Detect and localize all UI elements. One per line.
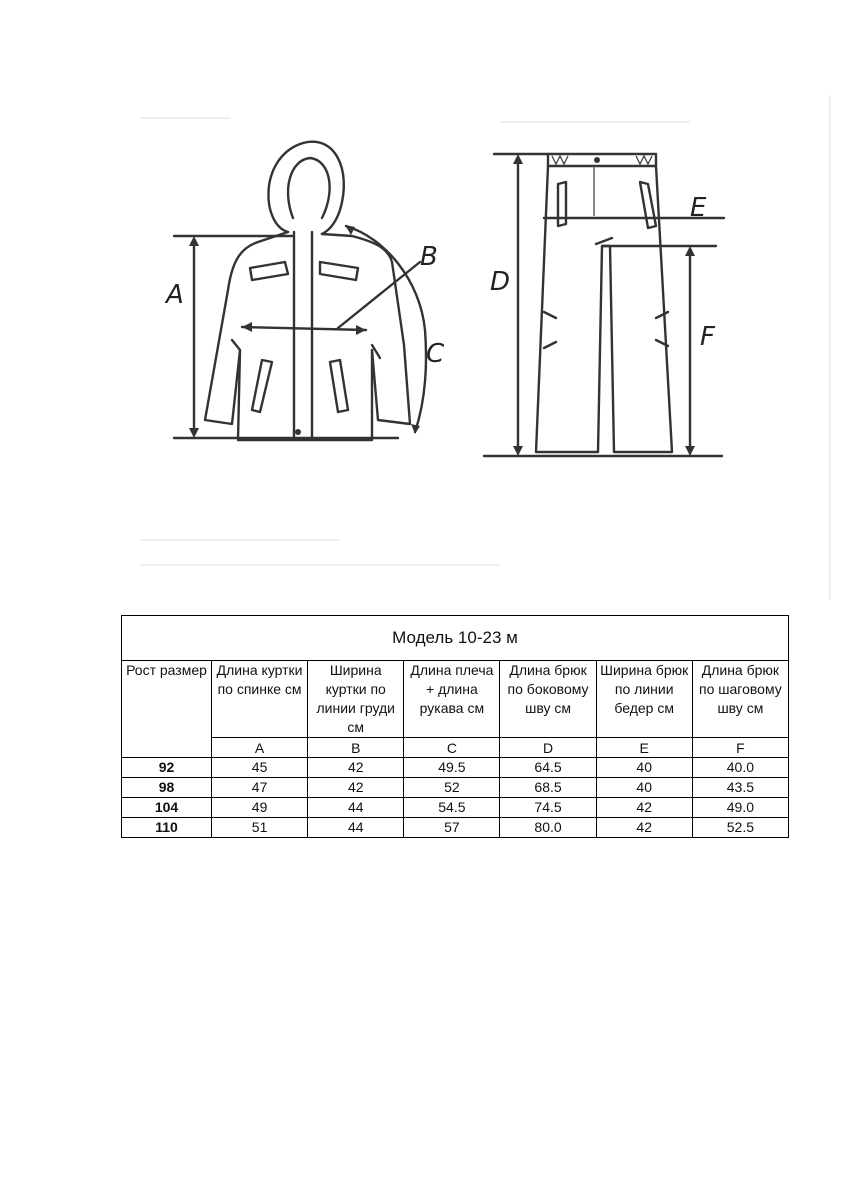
pants-drawing (536, 154, 672, 452)
table-cell: 51 (212, 818, 308, 838)
column-code-B: B (308, 738, 404, 758)
table-row (122, 818, 789, 838)
column-code-D: D (500, 738, 596, 758)
size-cell: 92 (122, 758, 212, 778)
label-E: E (690, 193, 707, 223)
table-cell: 54.5 (404, 798, 500, 818)
jacket-drawing (205, 142, 410, 440)
column-code-F: F (692, 738, 788, 758)
table-cell: 64.5 (500, 758, 596, 778)
table-cell: 49.0 (692, 798, 788, 818)
table-cell: 68.5 (500, 778, 596, 798)
table-cell: 42 (308, 778, 404, 798)
table-row (122, 758, 789, 778)
column-header-F: Длина брюк по шаговому шву см (692, 661, 788, 738)
label-A: A (166, 280, 184, 310)
size-table (121, 615, 789, 838)
pants-measurements (484, 154, 724, 456)
table-cell: 49.5 (404, 758, 500, 778)
label-D: D (490, 267, 511, 297)
label-C: C (426, 339, 445, 369)
table-cell: 40 (596, 758, 692, 778)
table-cell: 49 (212, 798, 308, 818)
table-title: Модель 10-23 м (122, 616, 789, 661)
table-cell: 57 (404, 818, 500, 838)
size-cell: 104 (122, 798, 212, 818)
table-cell: 42 (596, 798, 692, 818)
column-code-A: A (212, 738, 308, 758)
table-cell: 52.5 (692, 818, 788, 838)
table-row (122, 778, 789, 798)
column-code-E: E (596, 738, 692, 758)
size-cell: 98 (122, 778, 212, 798)
table-cell: 44 (308, 818, 404, 838)
table-cell: 47 (212, 778, 308, 798)
column-header-A: Длина куртки по спинке см (212, 661, 308, 738)
table-cell: 42 (596, 818, 692, 838)
column-code-C: C (404, 738, 500, 758)
table-cell: 74.5 (500, 798, 596, 818)
table-cell: 44 (308, 798, 404, 818)
size-cell: 110 (122, 818, 212, 838)
scan-artifacts (140, 95, 830, 600)
column-header-size: Рост размер (122, 661, 212, 758)
label-B: B (420, 242, 438, 272)
column-header-D: Длина брюк по боковому шву см (500, 661, 596, 738)
table-cell: 42 (308, 758, 404, 778)
table-cell: 40.0 (692, 758, 788, 778)
table-cell: 45 (212, 758, 308, 778)
table-cell: 80.0 (500, 818, 596, 838)
table-cell: 43.5 (692, 778, 788, 798)
column-header-B: Ширина куртки по линии груди см (308, 661, 404, 738)
column-header-E: Ширина брюк по линии бедер см (596, 661, 692, 738)
table-cell: 40 (596, 778, 692, 798)
table-row (122, 798, 789, 818)
table-cell: 52 (404, 778, 500, 798)
label-F: F (700, 322, 715, 352)
column-header-C: Длина плеча + длина рукава см (404, 661, 500, 738)
